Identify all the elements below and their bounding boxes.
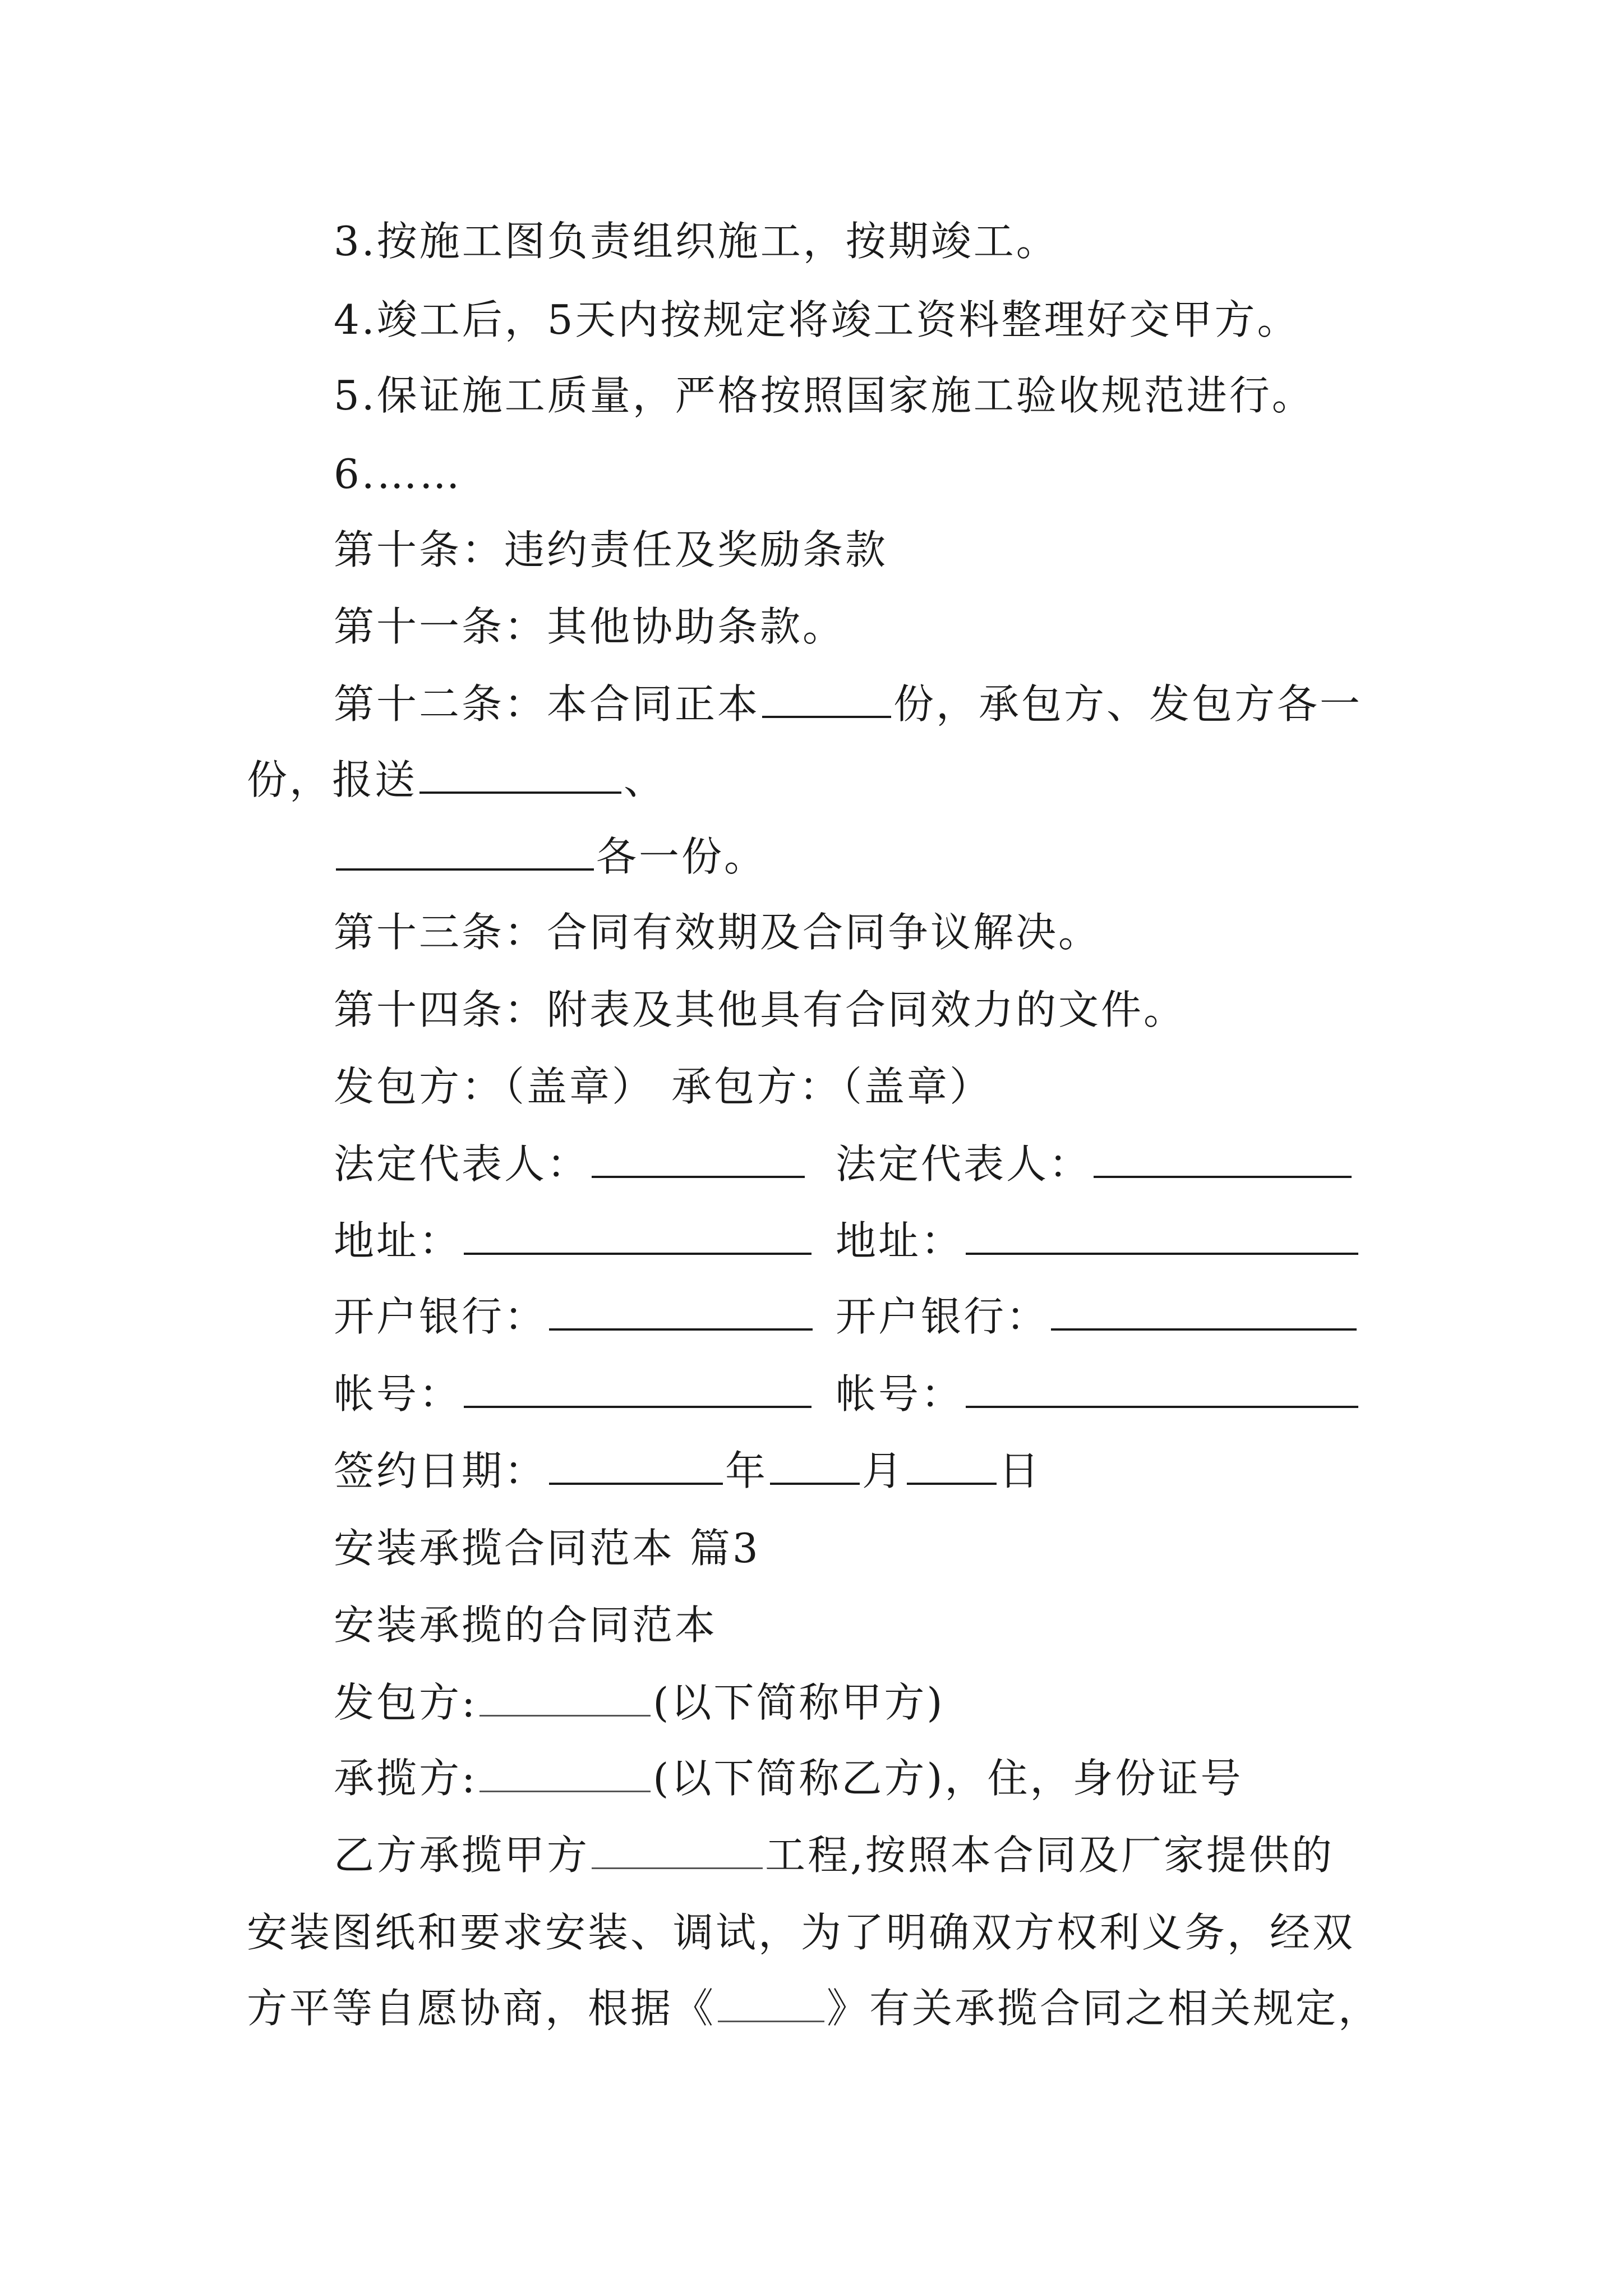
clause-item-6: 6.……	[334, 450, 462, 498]
seal-line: 发包方：（盖章） 承包方：（盖章）	[334, 1063, 993, 1110]
legal-rep-blank-right	[1094, 1139, 1352, 1178]
day-blank	[907, 1446, 997, 1485]
address-left: 地址：	[334, 1213, 814, 1269]
article-14: 第十四条：附表及其他具有合同效力的文件。	[334, 986, 1187, 1033]
account-right: 帐号：	[836, 1366, 1361, 1422]
address-blank-right	[966, 1216, 1358, 1255]
project-blank	[592, 1830, 763, 1869]
clause-item-3: 3.按施工图负责组织施工，按期竣工。	[334, 218, 1059, 265]
account-blank-right	[966, 1369, 1358, 1408]
copies-blank	[762, 679, 891, 718]
bank-blank-left	[549, 1291, 813, 1331]
bank-left: 开户银行：	[334, 1289, 815, 1345]
bank-right: 开户银行：	[836, 1289, 1359, 1345]
law-blank	[718, 1984, 824, 2022]
article-12-line2: 份，报送 、	[247, 752, 666, 808]
body-line3: 方平等自愿协商，根据《 》有关承揽合同之相关规定，	[247, 1985, 1381, 2032]
body-line1: 乙方承揽甲方 工程,按照本合同及厂家提供的	[334, 1832, 1334, 1879]
body-line2: 安装图纸和要求安装、调试，为了明确双方权利义务，经双	[247, 1909, 1355, 1956]
article-11: 第十一条：其他协助条款。	[334, 603, 846, 650]
clause-item-5: 5.保证施工质量，严格按照国家施工验收规范进行。	[334, 372, 1315, 419]
clause-item-4: 4.竣工后，5天内按规定将竣工资料整理好交甲方。	[334, 296, 1300, 343]
bank-blank-right	[1051, 1291, 1357, 1331]
article-12-line3: 各一份。	[334, 829, 767, 885]
article-13: 第十三条：合同有效期及合同争议解决。	[334, 909, 1101, 956]
sign-date: 签约日期： 年 月 日	[334, 1443, 1041, 1499]
article-10: 第十条：违约责任及奖励条款	[334, 526, 888, 573]
article-12-line1: 第十二条：本合同正本 份，承包方、发包方各一	[334, 676, 1362, 732]
contract-title: 安装承揽的合同范本	[334, 1602, 718, 1649]
issuer-line: 发包方: (以下简称甲方)	[334, 1679, 945, 1726]
account-blank-left	[464, 1369, 811, 1408]
legal-rep-right: 法定代表人：	[836, 1136, 1354, 1192]
account-left: 帐号：	[334, 1366, 814, 1422]
section-heading: 安装承揽合同范本 篇3	[334, 1525, 760, 1572]
contractor-line: 承揽方: (以下简称乙方)，住，身份证号	[334, 1755, 1243, 1802]
legal-rep-left: 法定代表人：	[334, 1136, 807, 1192]
issuer-blank	[479, 1678, 651, 1717]
contractor-blank	[479, 1754, 651, 1792]
month-blank	[770, 1446, 860, 1485]
address-right: 地址：	[836, 1213, 1361, 1269]
report-to-blank-1	[419, 754, 621, 794]
address-blank-left	[464, 1216, 811, 1255]
year-blank	[549, 1446, 723, 1485]
report-to-blank-2	[336, 831, 594, 871]
legal-rep-blank-left	[592, 1139, 805, 1178]
